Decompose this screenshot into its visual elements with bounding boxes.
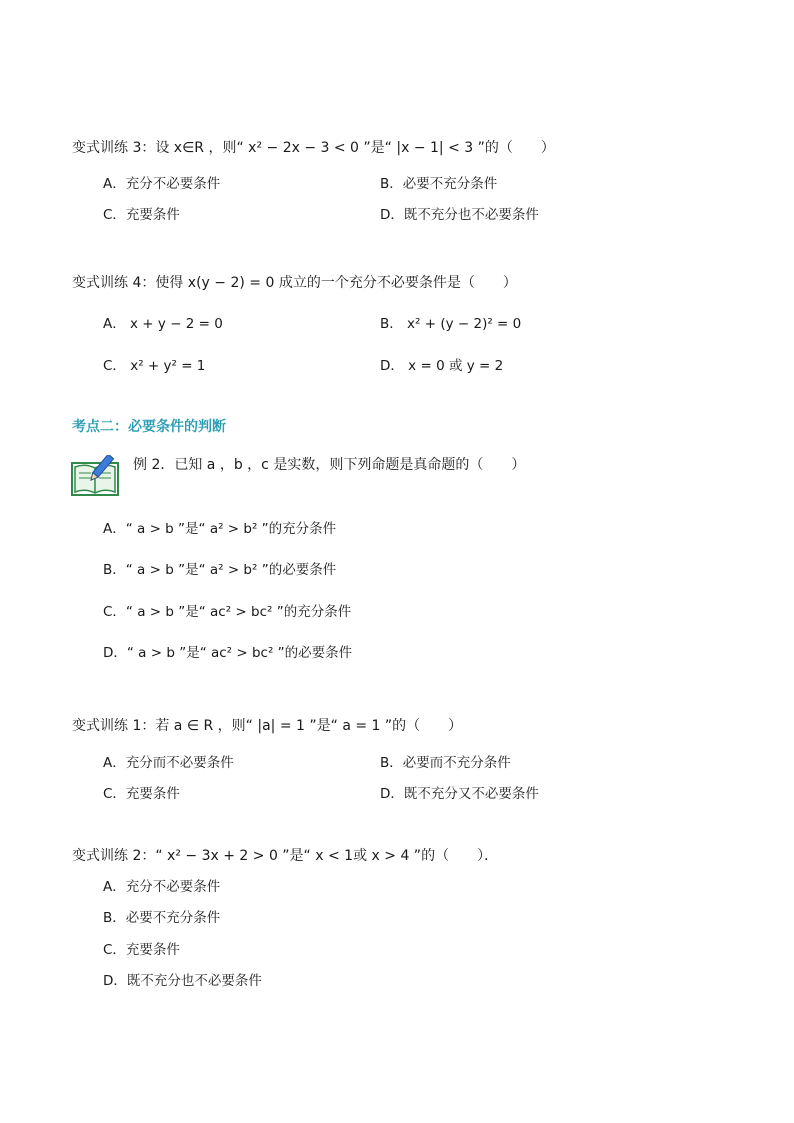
t1-stem: 变式训练 1：若 a ∈ R ，则“ |a| = 1 ”是“ a = 1 ”的（ ） — [72, 718, 463, 734]
q3-option-c: C．充要条件 — [103, 207, 180, 223]
q4-option-a: A． x + y − 2 = 0 — [103, 316, 223, 332]
example2-option-b: B．“ a > b ”是“ a² > b² ”的必要条件 — [103, 562, 337, 578]
t2-option-a: A．充分不必要条件 — [103, 879, 221, 895]
t1-option-b: B．必要而不充分条件 — [380, 755, 511, 771]
t1-option-c: C．充要条件 — [103, 786, 180, 802]
t2-stem: 变式训练 2：“ x² − 3x + 2 > 0 ”是“ x < 1或 x > 4 ”的（ ）． — [72, 848, 499, 864]
q4-stem: 变式训练 4：使得 x(y − 2) = 0 成立的一个充分不必要条件是（ ） — [72, 275, 517, 291]
example2-option-c: C．“ a > b ”是“ ac² > bc² ”的充分条件 — [103, 604, 352, 620]
t1-option-d: D．既不充分又不必要条件 — [380, 786, 539, 802]
t2-option-c: C．充要条件 — [103, 942, 180, 958]
example2-option-d: D．“ a > b ”是“ ac² > bc² ”的必要条件 — [103, 645, 353, 661]
t2-option-b: B．必要不充分条件 — [103, 910, 221, 926]
t1-option-a: A．充分而不必要条件 — [103, 755, 234, 771]
section-heading: 考点二：必要条件的判断 — [72, 419, 226, 435]
t2-option-d: D．既不充分也不必要条件 — [103, 973, 262, 989]
q3-option-b: B．必要不充分条件 — [380, 176, 498, 192]
q4-option-b: B． x² + (y − 2)² = 0 — [380, 316, 522, 332]
q3-stem: 变式训练 3：设 x∈R ，则“ x² − 2x − 3 < 0 ”是“ |x − 1| < 3 ”的（ ） — [72, 140, 555, 156]
example2-stem: 例 2．已知 a ，b ，c 是实数，则下列命题是真命题的（ ） — [133, 457, 526, 473]
q4-option-d: D． x = 0 或 y = 2 — [380, 358, 504, 374]
example2-option-a: A．“ a > b ”是“ a² > b² ”的充分条件 — [103, 521, 337, 537]
q4-option-c: C． x² + y² = 1 — [103, 358, 206, 374]
book-pencil-icon — [71, 455, 121, 497]
q3-option-d: D．既不充分也不必要条件 — [380, 207, 539, 223]
q3-option-a: A．充分不必要条件 — [103, 176, 221, 192]
